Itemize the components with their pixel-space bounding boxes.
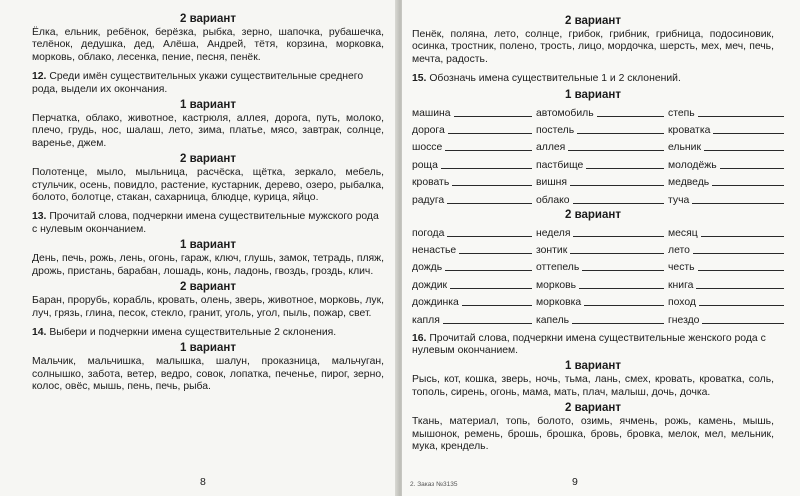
word-blank[interactable] <box>412 242 536 256</box>
ex15-variant2-word-grid <box>412 225 774 326</box>
ex16-variant2-title: 2 вариант <box>565 402 621 415</box>
exercise-14-task <box>32 327 384 339</box>
word-blank[interactable] <box>412 139 536 153</box>
answer-line <box>447 203 532 204</box>
answer-line <box>570 253 664 254</box>
word-blank[interactable] <box>668 122 788 136</box>
ex12-variant2-text: Полотенце, мыло, мыльница, расчёска, щётка, зеркало, мебель, стульчик, осень, повидло, растение, кустарник, дерево, озеро, рыбалка, болото, болотце, стакан, сахарница, блюдце, курица, яйцо. <box>32 167 384 204</box>
ex16-variant2-text: Ткань, материал, топь, болото, озимь, ячмень, рожь, камень, мышь, мышонок, ремень, брошь, брошка, бровь, бровка, мелок, мел, мельник, мука, крендель. <box>412 416 774 452</box>
word-blank[interactable] <box>668 105 788 119</box>
word-blank[interactable] <box>412 157 536 171</box>
word-blank[interactable] <box>412 105 536 119</box>
answer-line <box>441 168 532 169</box>
answer-line <box>572 323 664 324</box>
word-label: автомобиль <box>536 107 594 119</box>
word-blank[interactable] <box>412 259 536 273</box>
answer-line <box>452 185 532 186</box>
ex11-variant2-title: 2 вариант <box>180 13 236 25</box>
answer-line <box>712 185 784 186</box>
word-blank[interactable] <box>412 277 536 291</box>
answer-line <box>696 288 784 289</box>
ex16-variant1-text: Рысь, кот, кошка, зверь, ночь, тьма, лань, смех, кровать, кроватка, соль, тополь, сирень, огонь, мама, мать, плач, малыш, дочь, дочка. <box>412 374 774 398</box>
answer-line <box>586 168 664 169</box>
word-blank[interactable] <box>412 294 536 308</box>
word-label: степь <box>668 107 695 119</box>
word-blank[interactable] <box>668 277 788 291</box>
word-blank[interactable] <box>536 277 668 291</box>
ex15-variant1-title: 1 вариант <box>565 88 621 101</box>
word-label: дорога <box>412 125 445 137</box>
answer-line <box>579 288 664 289</box>
word-label: дождинка <box>412 297 459 309</box>
ex14-variant1-text: Мальчик, мальчишка, малышка, шалун, проказница, мальчуган, солнышко, забота, ветер, ведро, совок, лопатка, печенье, пирог, зерно, колос, овёс, мышь, пень, печь, рыба. <box>32 356 384 393</box>
ex12-variant1-title: 1 вариант <box>180 99 236 112</box>
answer-line <box>462 305 532 306</box>
word-label: погода <box>412 227 445 239</box>
ex13-variant1-text: День, печь, рожь, лень, огонь, гараж, ключ, глушь, замок, тетрадь, пляж, дрожь, пристань, барабан, лошадь, конь, ладонь, гвоздь, гроздь, клич. <box>32 253 384 277</box>
word-label: кроватка <box>668 125 711 137</box>
answer-line <box>720 168 784 169</box>
word-label: месяц <box>668 227 698 239</box>
word-label: ненастье <box>412 244 457 256</box>
page-number-right: 9 <box>572 476 578 488</box>
word-label: кровать <box>412 177 450 189</box>
answer-line <box>698 270 784 271</box>
answer-line <box>597 116 664 117</box>
word-label: дождь <box>412 262 443 274</box>
answer-line <box>573 236 664 237</box>
word-blank[interactable] <box>412 122 536 136</box>
ex13-variant2-text: Баран, прорубь, корабль, кровать, олень, зверь, животное, морковь, лук, луч, грязь, глина, песок, стекло, гранит, уголь, угол, пыль, пожар, свет. <box>32 295 385 319</box>
answer-line <box>454 116 532 117</box>
word-blank[interactable] <box>412 312 536 326</box>
answer-line <box>447 236 532 237</box>
exercise-15-text: Обозначь имена существительные 1 и 2 склонений. <box>429 73 681 85</box>
exercise-12-task <box>32 71 384 96</box>
answer-line <box>443 323 532 324</box>
word-label: морковка <box>536 297 582 309</box>
answer-line <box>713 133 784 134</box>
answer-line <box>701 236 784 237</box>
word-label: аллея <box>536 142 566 154</box>
exercise-16-number: 16. <box>412 332 427 344</box>
word-blank[interactable] <box>536 157 668 171</box>
answer-line <box>698 116 784 117</box>
word-label: вишня <box>536 177 568 189</box>
exercise-13-number: 13. <box>32 211 47 223</box>
word-label: машина <box>412 107 451 119</box>
word-label: неделя <box>536 227 571 239</box>
word-label: честь <box>668 262 695 274</box>
answer-line <box>699 305 784 306</box>
word-label: шоссе <box>412 142 443 154</box>
word-label: капель <box>536 314 570 326</box>
left-page <box>0 0 398 496</box>
answer-line <box>584 305 664 306</box>
word-label: морковь <box>536 279 577 291</box>
word-blank[interactable] <box>536 105 668 119</box>
ex11-variant2-text: Ёлка, ельник, ребёнок, берёзка, рыбка, зерно, шапочка, рубашечка, телёнок, дедушка, дед, Алёша, Андрей, тётя, корзина, морковка, морковь, облако, лесенка, пение, песня, пенёк. <box>32 27 384 63</box>
word-label: пастбище <box>536 159 584 171</box>
ex13-variant2-title: 2 вариант <box>180 281 236 294</box>
exercise-12-text: Среди имён существительных укажи существительные среднего рода, выдели их окончания. <box>32 71 364 95</box>
ex13-variant1-title: 1 вариант <box>180 239 236 252</box>
answer-line <box>702 323 784 324</box>
word-blank[interactable] <box>536 174 668 188</box>
word-label: ельник <box>668 142 701 154</box>
exercise-13-task <box>32 211 384 236</box>
ex14-variant2-title: 2 вариант <box>565 15 621 27</box>
word-blank[interactable] <box>536 139 668 153</box>
answer-line <box>570 185 664 186</box>
word-blank[interactable] <box>668 225 788 239</box>
word-blank[interactable] <box>668 312 788 326</box>
word-blank[interactable] <box>668 242 788 256</box>
word-blank[interactable] <box>536 259 668 273</box>
word-blank[interactable] <box>536 294 668 308</box>
exercise-15-number: 15. <box>412 73 427 85</box>
word-blank[interactable] <box>668 259 788 273</box>
word-label: радуга <box>412 194 445 206</box>
word-blank[interactable] <box>536 225 668 239</box>
answer-line <box>577 133 664 134</box>
answer-line <box>692 203 784 204</box>
answer-line <box>573 203 664 204</box>
word-blank[interactable] <box>668 294 788 308</box>
exercise-13-text: Прочитай слова, подчеркни имена существительные мужского рода с нулевым окончанием. <box>32 211 379 235</box>
page-number-left: 8 <box>200 476 206 488</box>
word-label: поход <box>668 297 696 309</box>
word-blank[interactable] <box>668 174 788 188</box>
word-label: оттепель <box>536 262 580 274</box>
word-label: зонтик <box>536 244 568 256</box>
answer-line <box>445 150 532 151</box>
word-label: роща <box>412 159 438 171</box>
word-blank[interactable] <box>536 122 668 136</box>
answer-line <box>582 270 664 271</box>
answer-line <box>704 150 784 151</box>
exercise-14-number: 14. <box>32 326 47 338</box>
ex14-variant2-text: Пенёк, поляна, лето, солнце, грибок, грибник, грибница, подосиновик, осинка, тростник, полено, трость, лицо, мордочка, шерсть, мех, меч, печь, мечта, радость. <box>412 29 774 65</box>
word-blank[interactable] <box>536 312 668 326</box>
word-blank[interactable] <box>536 242 668 256</box>
ex15-variant1-word-grid <box>412 105 774 206</box>
exercise-15-task <box>412 73 774 85</box>
word-label: дождик <box>412 279 448 291</box>
print-imprint: 2. Заказ №3135 <box>410 481 458 488</box>
word-label: лето <box>668 244 690 256</box>
answer-line <box>693 253 784 254</box>
word-label: постель <box>536 125 575 137</box>
word-blank[interactable] <box>412 192 536 206</box>
word-label: гнездо <box>668 314 700 326</box>
ex15-variant2-title: 2 вариант <box>565 208 621 221</box>
answer-line <box>445 270 532 271</box>
answer-line <box>459 253 532 254</box>
answer-line <box>448 133 532 134</box>
word-label: туча <box>668 194 690 206</box>
word-label: медведь <box>668 177 710 189</box>
ex16-variant1-title: 1 вариант <box>565 360 621 373</box>
word-blank[interactable] <box>412 225 536 239</box>
exercise-14-text: Выбери и подчеркни имена существительные 2 склонения. <box>49 326 337 338</box>
word-blank[interactable] <box>536 192 668 206</box>
exercise-16-task <box>412 333 774 358</box>
word-blank[interactable] <box>412 174 536 188</box>
word-blank[interactable] <box>668 192 788 206</box>
exercise-12-number: 12. <box>32 71 47 83</box>
word-blank[interactable] <box>668 157 788 171</box>
word-label: книга <box>668 279 694 291</box>
ex12-variant2-title: 2 вариант <box>180 153 236 166</box>
ex14-variant1-title: 1 вариант <box>180 342 236 355</box>
ex12-variant1-text: Перчатка, облако, животное, кастрюля, аллея, дорога, путь, молоко, плечо, грудь, нос, шалаш, лето, зима, платье, мясо, завтрак, солнце, варенье, джем. <box>32 113 384 149</box>
right-page <box>402 0 800 496</box>
word-label: молодёжь <box>668 159 717 171</box>
exercise-16-text: Прочитай слова, подчеркни имена существительные женского рода с нулевым окончанием. <box>412 332 766 356</box>
answer-line <box>568 150 664 151</box>
answer-line <box>450 288 532 289</box>
word-label: облако <box>536 194 570 206</box>
word-blank[interactable] <box>668 139 788 153</box>
word-label: капля <box>412 314 440 326</box>
